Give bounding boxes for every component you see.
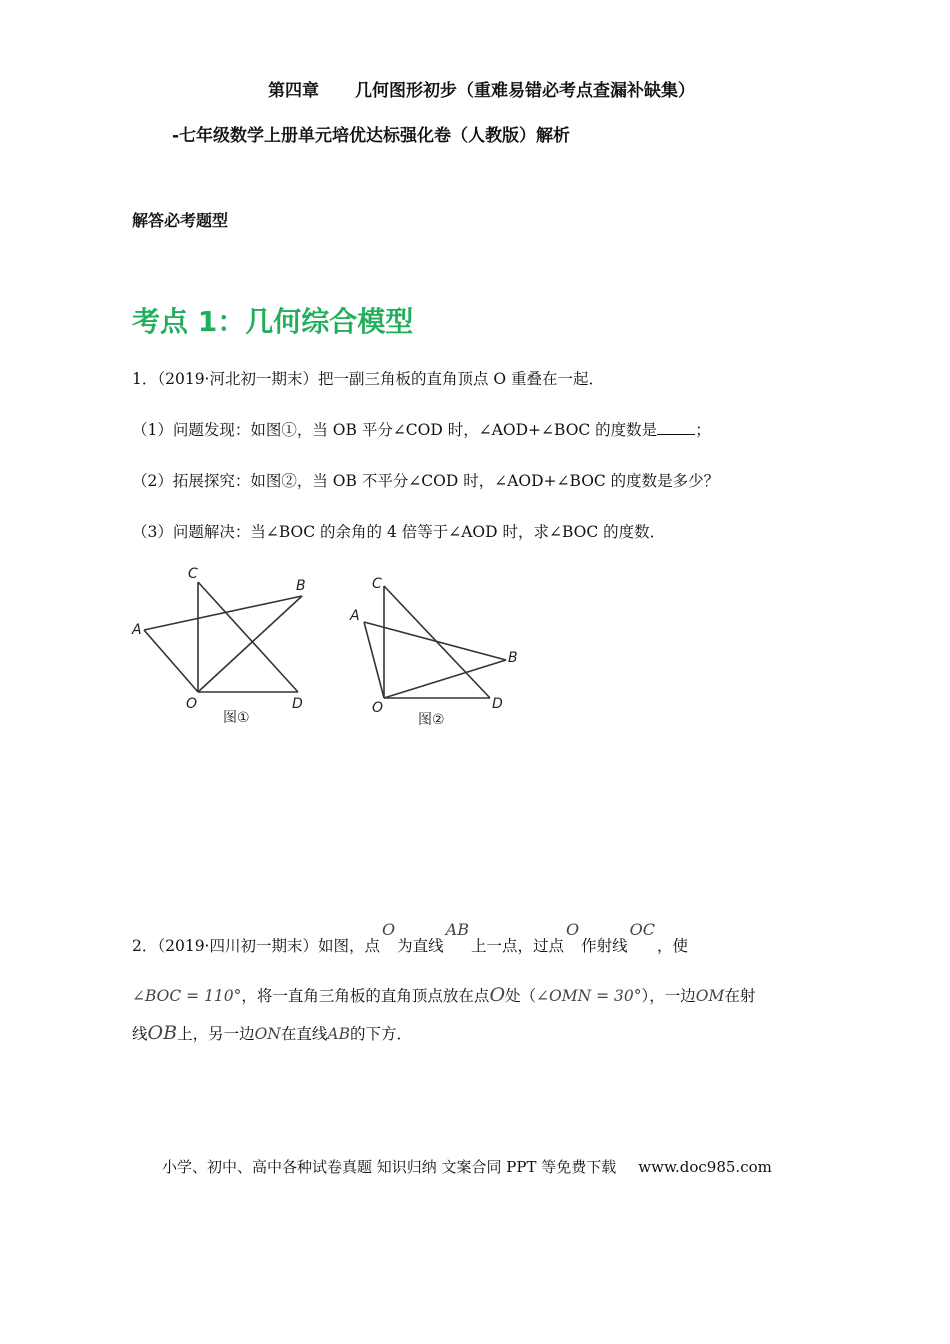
q1-part1-text: （1）问题发现：如图①，当 OB 平分∠COD 时，∠AOD+∠BOC 的度数是 [132, 421, 658, 439]
fig2-segment-ob [384, 660, 506, 698]
fig1-label-b: B [296, 578, 306, 594]
chapter-title: 几何图形初步（重难易错必考点查漏补缺集） [355, 81, 695, 101]
q2-line3 [132, 1022, 412, 1044]
q2-text: 的下方． [349, 1025, 412, 1043]
q1-stem: 1．（2019·河北初一期末）把一副三角板的直角顶点 O 重叠在一起． [132, 370, 605, 388]
q2-text: 为直线 [397, 937, 444, 955]
fig1-segment-ab [144, 596, 302, 630]
section-label: 解答必考题型 [132, 211, 229, 230]
footer-text: 小学、初中、高中各种试卷真题 知识归纳 文案合同 PPT 等免费下载 [162, 1158, 617, 1176]
page-subtitle: -七年级数学上册单元培优达标强化卷（人教版）解析 [172, 126, 571, 146]
q2-text: ，使 [656, 937, 688, 955]
q2-math: ∠OMN = 30° [536, 987, 642, 1005]
chapter-label: 第四章 [268, 81, 319, 101]
fig1-segment-cd [198, 582, 298, 692]
q2-var: AB [445, 920, 469, 939]
q2-var: OM [695, 987, 725, 1005]
q2-text: 上一点，过点 [470, 937, 564, 955]
fig2-segment-ab [364, 622, 506, 660]
fig2-label-d: D [492, 696, 503, 712]
fig1-label-o: O [186, 696, 198, 712]
q2-text: 在直线 [280, 1025, 328, 1043]
topic-heading: 考点 1：几何综合模型 [132, 305, 414, 338]
q2-text: 作射线 [581, 937, 628, 955]
q1-part3: （3）问题解决：当∠BOC 的余角的 4 倍等于∠AOD 时，求∠BOC 的度数． [132, 523, 666, 541]
figure-1 [128, 560, 328, 734]
q2-text: 2．（2019·四川初一期末）如图，点 [132, 937, 380, 955]
q2-text: 线 [132, 1025, 148, 1043]
q2-math: ∠BOC = 110° [132, 987, 242, 1005]
q1-part1-end: ； [695, 421, 711, 439]
q2-var: O [382, 920, 396, 939]
q2-line2 [132, 984, 755, 1006]
q2-var: O [489, 984, 506, 1006]
fig2-label-b: B [508, 650, 518, 666]
fig2-segment-oa [364, 622, 384, 698]
fig2-caption: 图② [418, 712, 445, 728]
fig2-label-c: C [372, 576, 382, 592]
q2-text: ，将一直角三角板的直角顶点放在点 [241, 987, 490, 1005]
page-footer [162, 1156, 772, 1177]
q1-part1 [132, 418, 711, 440]
fig1-segment-oa [144, 630, 198, 692]
footer-link[interactable]: www.doc985.com [638, 1158, 772, 1176]
fig1-label-a: A [132, 622, 142, 638]
q2-text: ），一边 [641, 987, 696, 1005]
fig1-label-d: D [292, 696, 303, 712]
fig1-segment-ob [198, 596, 302, 692]
q2-text: 在射 [724, 987, 756, 1005]
figure-2 [340, 566, 540, 740]
fig1-label-c: C [188, 566, 198, 582]
q2-var: OB [147, 1022, 178, 1044]
q2-text: 上，另一边 [177, 1025, 255, 1043]
fig2-label-a: A [350, 608, 360, 624]
q2-var: OC [629, 920, 655, 939]
answer-blank [657, 420, 695, 435]
fig1-caption: 图① [223, 710, 250, 726]
q2-var: ON [254, 1025, 281, 1043]
q2-line1 [132, 920, 688, 956]
page-title [268, 76, 695, 101]
q2-text: 处（ [505, 987, 537, 1005]
q2-var: O [565, 920, 580, 939]
fig2-label-o: O [372, 700, 384, 716]
q2-var: AB [327, 1025, 350, 1043]
q1-part2: （2）拓展探究：如图②，当 OB 不平分∠COD 时，∠AOD+∠BOC 的度数是多少？ [132, 472, 720, 490]
